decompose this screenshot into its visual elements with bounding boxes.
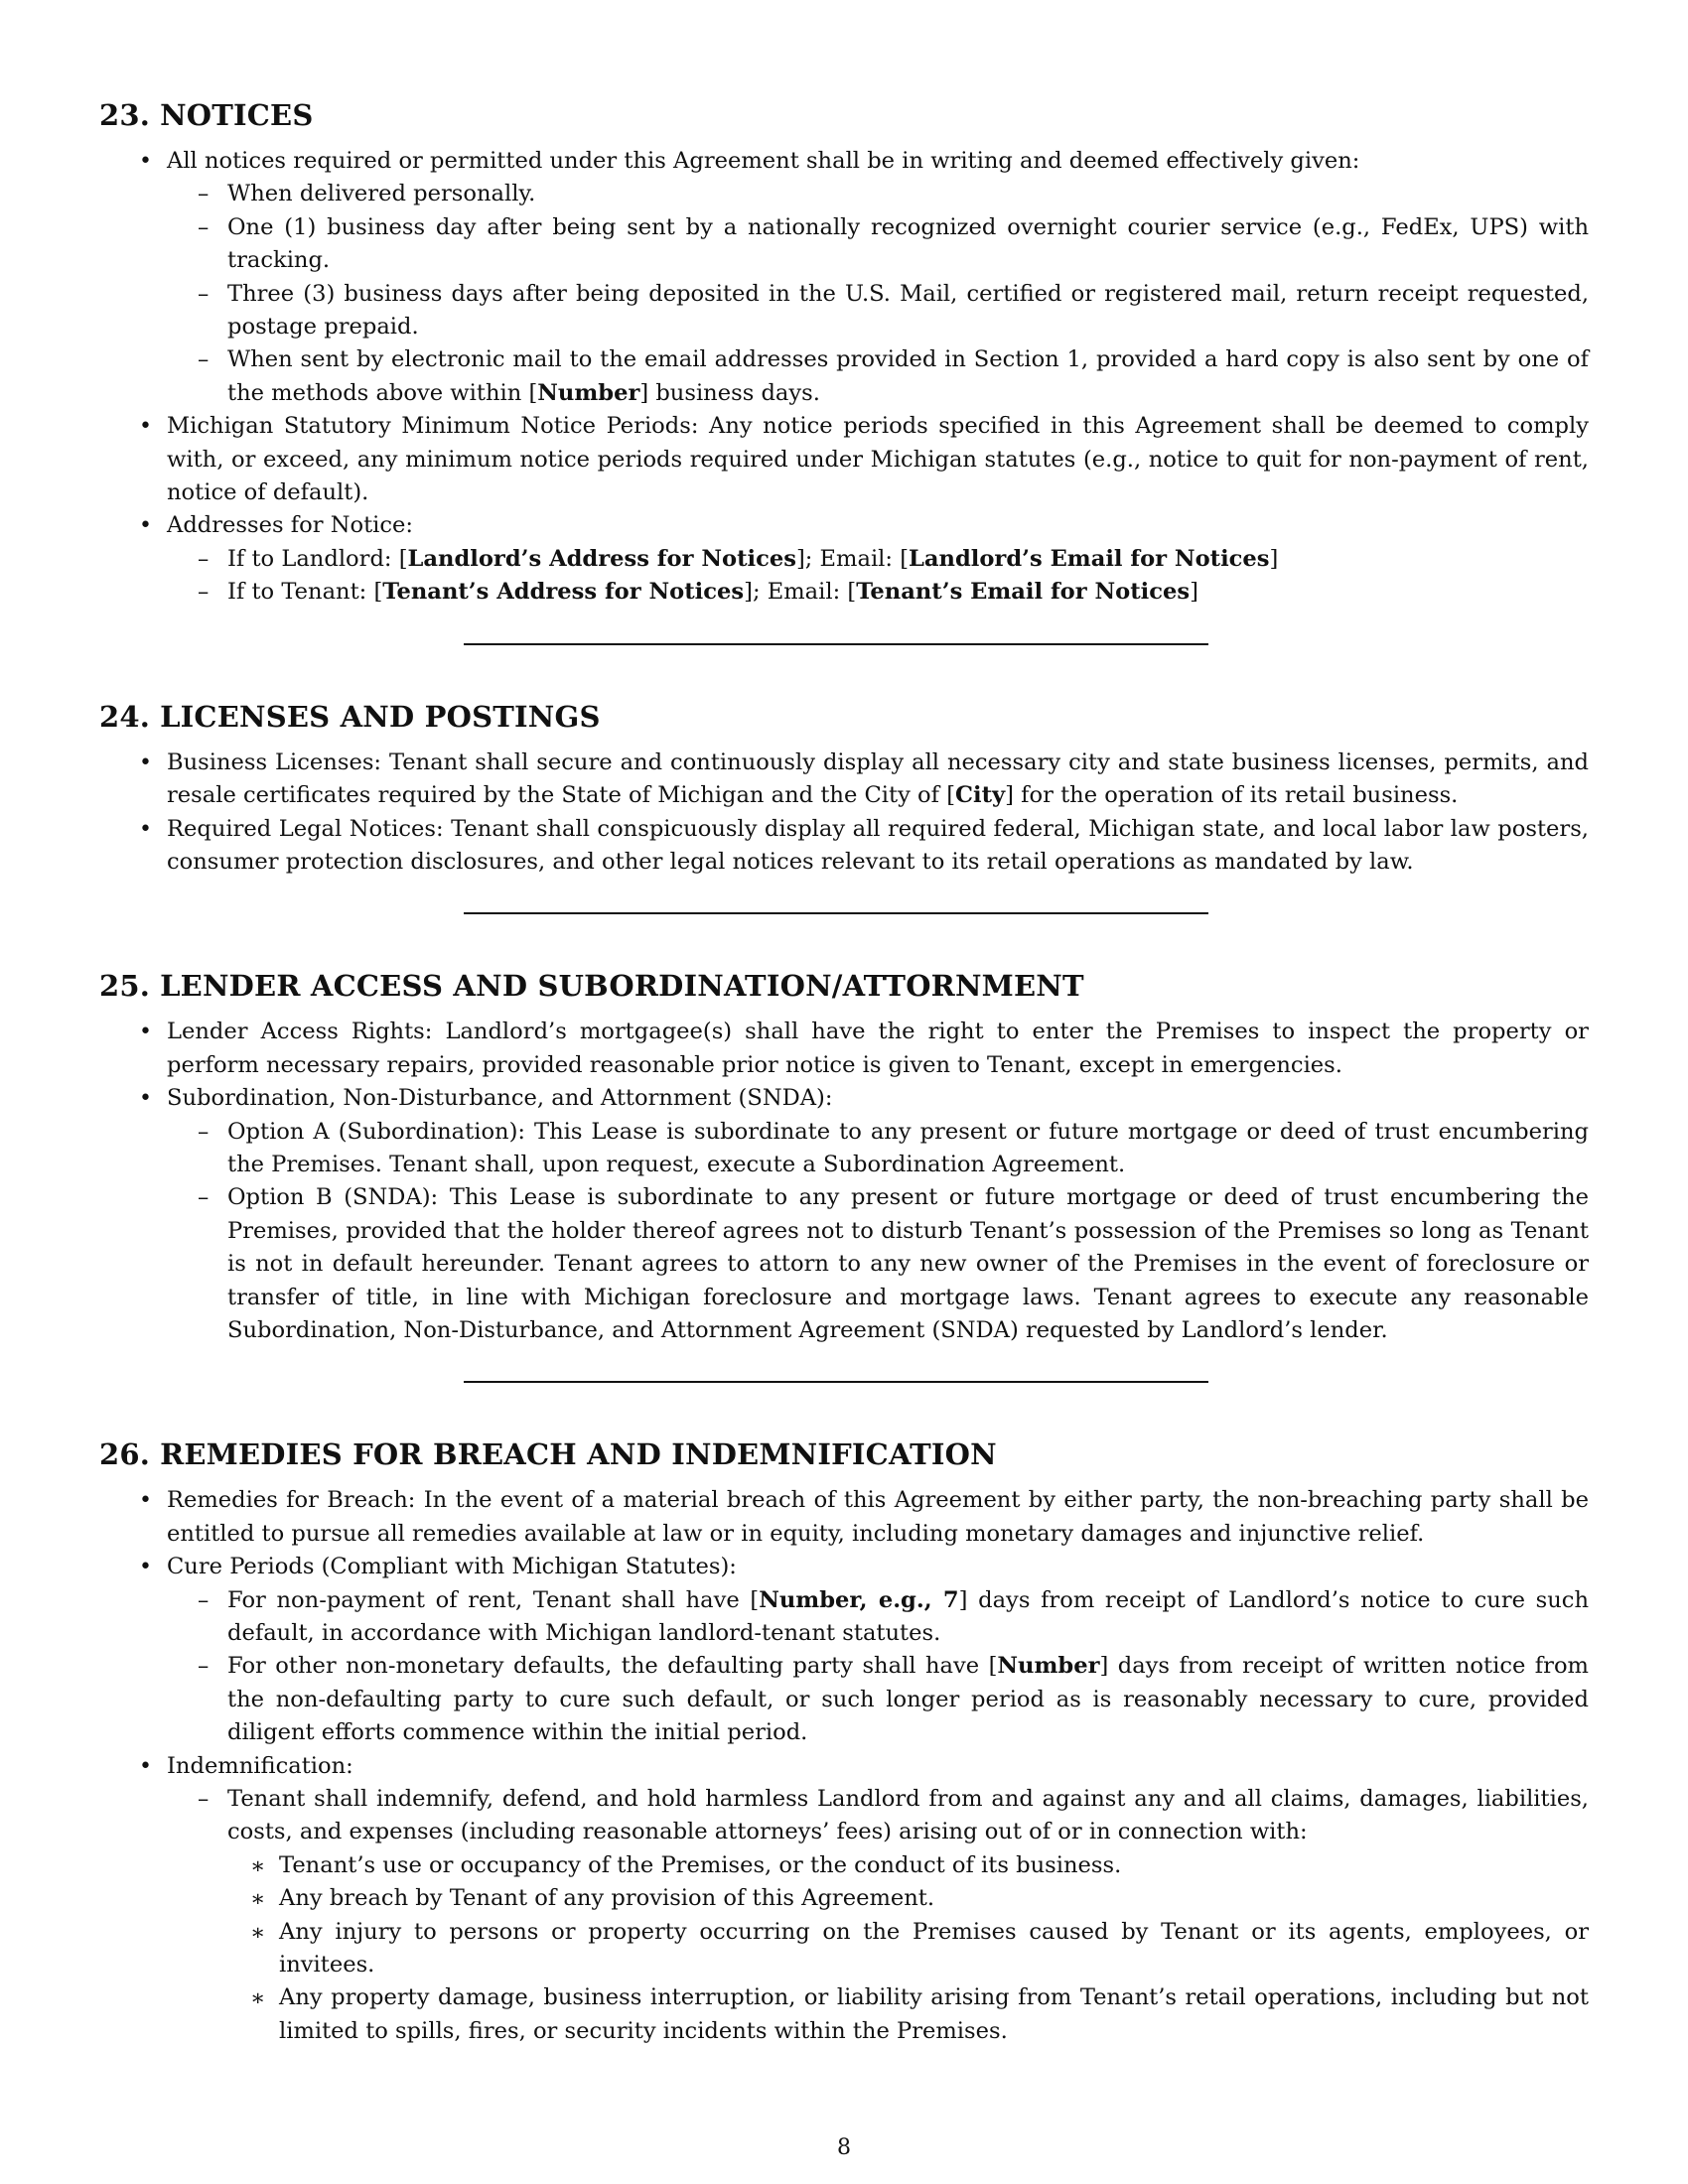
sub-list [167, 1116, 1589, 1348]
item-text: Subordination, Non-Disturbance, and Attornment (SNDA): [167, 1085, 833, 1112]
section-number: 26. [99, 1437, 151, 1472]
sub-list-item [99, 211, 1589, 278]
sub-list-item [99, 1116, 1589, 1182]
item-text: Option B (SNDA): This Lease is subordinate to any present or future mortgage or deed of trust encumbering the Premises, provided that the holder thereof agrees not to disturb Tenant’s possession of the Premises so long as Tenant is not in default hereunder. Tenant agrees to attorn to any new owner of the Premises in the event of foreclosure or transfer of title, in line with Michigan foreclosure and mortgage laws. Tenant agrees to execute any reasonable Subordination, Non-Disturbance, and Attornment Agreement (SNDA) requested by Landlord’s lender. [227, 1184, 1589, 1343]
sub-sub-list-item [99, 1849, 1589, 1882]
bullet-icon: • [139, 1086, 152, 1112]
sub-sub-list-item [99, 1916, 1589, 1982]
section-heading [99, 1434, 1589, 1474]
item-text: For non-payment of rent, Tenant shall have [ [227, 1586, 760, 1613]
sub-list-item [99, 576, 1589, 609]
item-text: ] for the operation of its retail business. [1005, 782, 1459, 809]
sub-list-item [99, 543, 1589, 576]
placeholder-field: Tenant’s Email for Notices [856, 579, 1191, 606]
section-heading [99, 966, 1589, 1006]
asterisk-icon: ∗ [250, 1852, 266, 1879]
list-item [99, 410, 1589, 509]
sub-list-item [99, 1181, 1589, 1347]
dash-icon: – [198, 1184, 210, 1211]
item-text: If to Tenant: [ [227, 579, 383, 606]
item-text: Option A (Subordination): This Lease is subordinate to any present or future mortgage or deed of trust encumbering the Premises. Tenant shall, upon request, execute a Subordination Agreement. [227, 1118, 1589, 1177]
item-text: Lender Access Rights: Landlord’s mortgagee(s) shall have the right to enter the Premises to inspect the property or perform necessary repairs, provided reasonable prior notice is given to Tenant, except in emergencies. [167, 1019, 1589, 1078]
placeholder-field: Number [997, 1653, 1100, 1680]
placeholder-field: Tenant’s Address for Notices [382, 579, 745, 606]
document-page [99, 95, 1589, 2048]
bullet-icon: • [139, 149, 152, 174]
section-heading [99, 95, 1589, 135]
sub-sub-list [227, 1849, 1589, 2048]
list-item [99, 1750, 1589, 2049]
sub-list-item [99, 1783, 1589, 2048]
item-text: For other non-monetary defaults, the defaulting party shall have [ [227, 1653, 998, 1680]
item-text: Tenant shall indemnify, defend, and hold harmless Landlord from and against any and all claims, damages, liabilities, costs, and expenses (including reasonable attorneys’ fees) arising out of or in connection with: [227, 1786, 1589, 1845]
section-title: LENDER ACCESS AND SUBORDINATION/ATTORNMENT [160, 969, 1084, 1004]
item-text: Michigan Statutory Minimum Notice Periods: Any notice periods specified in this Agreement shall be deemed to comply with, or exceed, any minimum notice periods required under Michigan statutes (e.g., notice to quit for non-payment of rent, notice of default). [167, 413, 1589, 506]
item-text: ]; Email: [ [744, 579, 857, 606]
dash-icon: – [198, 346, 210, 373]
dash-icon: – [198, 1653, 210, 1680]
item-text: One (1) business day after being sent by a nationally recognized overnight courier service (e.g., FedEx, UPS) with tracking. [227, 213, 1589, 274]
dash-icon: – [198, 1586, 210, 1613]
bullet-icon: • [139, 513, 152, 539]
list-item [99, 1016, 1589, 1082]
section-26-remedies [99, 1434, 1589, 2048]
item-text: Any injury to persons or property occurring on the Premises caused by Tenant or its agents, employees, or invitees. [279, 1918, 1589, 1979]
item-text: If to Landlord: [ [227, 545, 408, 572]
placeholder-field: Landlord’s Address for Notices [407, 545, 796, 572]
item-text: Remedies for Breach: In the event of a material breach of this Agreement by either party, the non-breaching party shall be entitled to pursue all remedies available at law or in equity, including monetary damages and injunctive relief. [167, 1487, 1589, 1547]
item-text: ] [1190, 579, 1198, 606]
item-text: Three (3) business days after being deposited in the U.S. Mail, certified or registered mail, return receipt requested, postage prepaid. [227, 280, 1589, 341]
placeholder-field: Landlord’s Email for Notices [909, 545, 1270, 572]
bullet-list [99, 1016, 1589, 1347]
item-text: Required Legal Notices: Tenant shall conspicuously display all required federal, Michigan state, and local labor law posters, consumer protection disclosures, and other legal notices relevant to its retail operations as mandated by law. [167, 815, 1589, 875]
section-title: REMEDIES FOR BREACH AND INDEMNIFICATION [160, 1437, 997, 1472]
section-divider [464, 1381, 1208, 1383]
item-text: ] days from receipt of written notice from the non-defaulting party to cure such default, or such longer period as is reasonably necessary to cure, provided diligent efforts commence within the initial period. [227, 1653, 1589, 1746]
placeholder-field: Number [537, 379, 640, 406]
asterisk-icon: ∗ [250, 1985, 266, 2012]
dash-icon: – [198, 1786, 210, 1813]
bullet-list [99, 747, 1589, 880]
dash-icon: – [198, 181, 210, 207]
list-item [99, 1082, 1589, 1347]
section-24-licenses [99, 697, 1589, 915]
sub-list [167, 178, 1589, 410]
placeholder-field: City [955, 782, 1006, 809]
sub-list-item [99, 1584, 1589, 1651]
asterisk-icon: ∗ [250, 1886, 266, 1913]
section-number: 23. [99, 98, 151, 132]
list-item [99, 747, 1589, 813]
sub-sub-list-item [99, 1981, 1589, 2048]
section-number: 25. [99, 969, 151, 1004]
item-text: ] [1269, 545, 1279, 572]
page-number: 8 [837, 2135, 851, 2160]
item-text: ]; Email: [ [795, 545, 910, 572]
item-text: When sent by electronic mail to the email addresses provided in Section 1, provided a hard copy is also sent by one of the methods above within [ [227, 346, 1589, 406]
bullet-icon: • [139, 1020, 152, 1045]
sub-list [167, 1783, 1589, 2048]
item-text: Cure Periods (Compliant with Michigan Statutes): [167, 1554, 737, 1580]
item-text: Business Licenses: Tenant shall secure and continuously display all necessary city and state business licenses, permits, and resale certificates required by the State of Michigan and the City of [ [167, 749, 1589, 809]
item-text: Tenant’s use or occupancy of the Premises, or the conduct of its business. [279, 1851, 1122, 1878]
section-title: NOTICES [160, 98, 314, 132]
bullet-icon: • [139, 414, 152, 440]
dash-icon: – [198, 579, 210, 606]
item-text: ] days from receipt of Landlord’s notice to cure such default, in accordance with Michigan landlord-tenant statutes. [227, 1586, 1589, 1646]
sub-sub-list-item [99, 1882, 1589, 1915]
section-number: 24. [99, 699, 151, 734]
section-title: LICENSES AND POSTINGS [160, 699, 601, 734]
list-item [99, 145, 1589, 410]
placeholder-field: Number, e.g., 7 [759, 1586, 959, 1613]
sub-list-item [99, 278, 1589, 344]
bullet-icon: • [139, 750, 152, 775]
section-25-lender-access [99, 966, 1589, 1383]
sub-list-item [99, 1650, 1589, 1749]
dash-icon: – [198, 213, 210, 240]
dash-icon: – [198, 280, 210, 307]
section-divider [464, 643, 1208, 645]
bullet-icon: • [139, 1555, 152, 1580]
list-item [99, 1551, 1589, 1749]
sub-list [167, 543, 1589, 610]
bullet-icon: • [139, 1488, 152, 1514]
list-item [99, 813, 1589, 880]
item-text: Any property damage, business interruption, or liability arising from Tenant’s retail operations, including but not limited to spills, fires, or security incidents within the Premises. [279, 1984, 1589, 2044]
item-text: When delivered personally. [227, 181, 536, 207]
dash-icon: – [198, 545, 210, 572]
section-23-notices [99, 95, 1589, 645]
section-divider [464, 912, 1208, 914]
sub-list-item [99, 343, 1589, 410]
bullet-list [99, 1484, 1589, 2048]
item-text: Indemnification: [167, 1752, 353, 1779]
section-heading [99, 697, 1589, 737]
bullet-icon: • [139, 816, 152, 842]
list-item [99, 509, 1589, 609]
item-text: Addresses for Notice: [167, 512, 414, 539]
item-text: ] business days. [639, 379, 820, 406]
bullet-list [99, 145, 1589, 610]
dash-icon: – [198, 1118, 210, 1145]
list-item [99, 1484, 1589, 1551]
sub-list-item [99, 178, 1589, 210]
bullet-icon: • [139, 1753, 152, 1779]
item-text: All notices required or permitted under this Agreement shall be in writing and deemed effectively given: [167, 148, 1360, 174]
sub-list [167, 1584, 1589, 1750]
asterisk-icon: ∗ [250, 1919, 266, 1946]
item-text: Any breach by Tenant of any provision of this Agreement. [279, 1885, 935, 1912]
